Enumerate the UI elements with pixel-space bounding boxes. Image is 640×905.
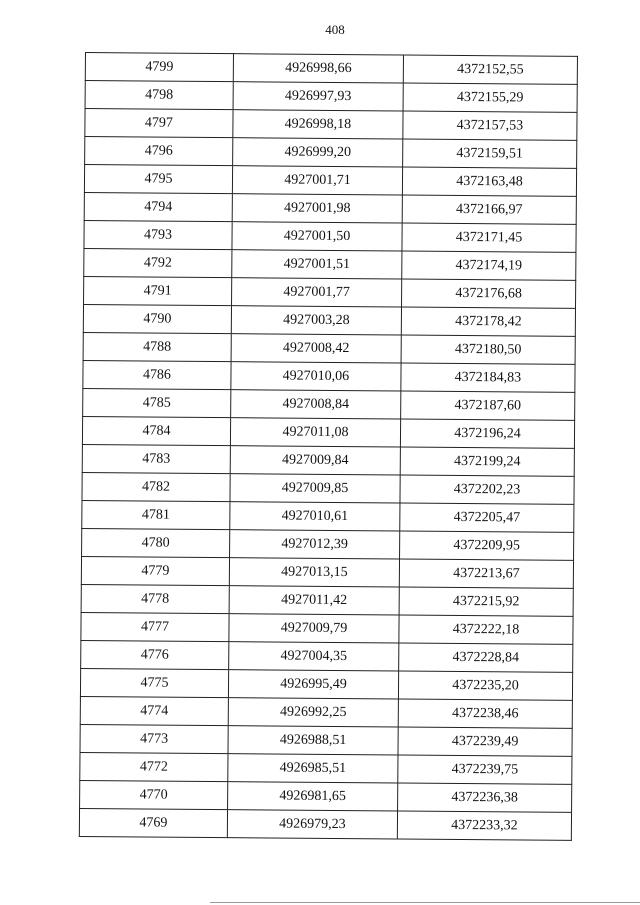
x-coordinate-cell: 4927011,42: [229, 586, 399, 615]
table-row: [83, 360, 575, 392]
point-number-cell: 4782: [82, 472, 230, 501]
y-coordinate-cell: 4372187,60: [401, 391, 575, 420]
x-coordinate-cell: 4927011,08: [230, 418, 400, 447]
x-coordinate-cell: 4926998,18: [233, 110, 403, 139]
table-row: [85, 109, 577, 141]
point-number-cell: 4794: [84, 192, 232, 221]
y-coordinate-cell: 4372236,38: [398, 783, 572, 812]
point-number-cell: 4798: [85, 81, 233, 110]
point-number-cell: 4769: [79, 808, 227, 837]
x-coordinate-cell: 4926988,51: [228, 726, 398, 755]
point-number-cell: 4793: [84, 220, 232, 249]
table-row: [79, 808, 571, 840]
point-number-cell: 4786: [83, 360, 231, 389]
table-row: [81, 584, 573, 616]
point-number-cell: 4770: [80, 780, 228, 809]
y-coordinate-cell: 4372222,18: [399, 615, 573, 644]
y-coordinate-cell: 4372171,45: [402, 223, 576, 252]
y-coordinate-cell: 4372180,50: [401, 335, 575, 364]
x-coordinate-cell: 4927009,79: [229, 614, 399, 643]
coordinates-table: [79, 52, 578, 841]
table-row: [82, 528, 574, 560]
point-number-cell: 4777: [81, 612, 229, 641]
y-coordinate-cell: 4372176,68: [402, 279, 576, 308]
table-row: [80, 668, 572, 700]
table-row: [84, 220, 576, 252]
point-number-cell: 4785: [83, 388, 231, 417]
table-row: [82, 444, 574, 476]
y-coordinate-cell: 4372235,20: [398, 671, 572, 700]
y-coordinate-cell: 4372239,49: [398, 727, 572, 756]
x-coordinate-cell: 4927010,61: [230, 502, 400, 531]
table-row: [83, 332, 575, 364]
x-coordinate-cell: 4926997,93: [233, 82, 403, 111]
table-row: [84, 192, 576, 224]
point-number-cell: 4781: [82, 500, 230, 529]
table-row: [80, 780, 572, 812]
point-number-cell: 4788: [83, 332, 231, 361]
x-coordinate-cell: 4926981,65: [228, 782, 398, 811]
x-coordinate-cell: 4927004,35: [229, 642, 399, 671]
table-row: [83, 388, 575, 420]
table-row: [84, 248, 576, 280]
table-row: [80, 696, 572, 728]
y-coordinate-cell: 4372157,53: [403, 111, 577, 140]
y-coordinate-cell: 4372196,24: [400, 419, 574, 448]
point-number-cell: 4774: [80, 696, 228, 725]
x-coordinate-cell: 4926992,25: [228, 698, 398, 727]
point-number-cell: 4784: [82, 416, 230, 445]
x-coordinate-cell: 4926998,66: [233, 54, 403, 83]
y-coordinate-cell: 4372178,42: [401, 307, 575, 336]
y-coordinate-cell: 4372202,23: [400, 475, 574, 504]
x-coordinate-cell: 4927012,39: [230, 530, 400, 559]
point-number-cell: 4780: [82, 528, 230, 557]
y-coordinate-cell: 4372166,97: [402, 195, 576, 224]
table-row: [82, 500, 574, 532]
table-row: [83, 304, 575, 336]
y-coordinate-cell: 4372159,51: [403, 139, 577, 168]
x-coordinate-cell: 4926999,20: [233, 138, 403, 167]
point-number-cell: 4778: [81, 584, 229, 613]
table-row: [81, 556, 573, 588]
table-row: [80, 752, 572, 784]
point-number-cell: 4790: [83, 304, 231, 333]
y-coordinate-cell: 4372152,55: [403, 55, 577, 84]
x-coordinate-cell: 4927008,84: [231, 390, 401, 419]
x-coordinate-cell: 4927013,15: [229, 558, 399, 587]
x-coordinate-cell: 4927001,77: [232, 278, 402, 307]
table-row: [82, 472, 574, 504]
y-coordinate-cell: 4372233,32: [397, 811, 571, 840]
table-row: [85, 137, 577, 169]
y-coordinate-cell: 4372215,92: [399, 587, 573, 616]
y-coordinate-cell: 4372155,29: [403, 83, 577, 112]
x-coordinate-cell: 4926985,51: [228, 754, 398, 783]
y-coordinate-cell: 4372239,75: [398, 755, 572, 784]
x-coordinate-cell: 4926995,49: [228, 670, 398, 699]
y-coordinate-cell: 4372238,46: [398, 699, 572, 728]
table-row: [82, 416, 574, 448]
x-coordinate-cell: 4927001,51: [232, 250, 402, 279]
x-coordinate-cell: 4927009,84: [230, 446, 400, 475]
y-coordinate-cell: 4372163,48: [402, 167, 576, 196]
point-number-cell: 4773: [80, 724, 228, 753]
table-row: [85, 81, 577, 113]
point-number-cell: 4776: [81, 640, 229, 669]
x-coordinate-cell: 4927001,98: [232, 194, 402, 223]
table-row: [81, 612, 573, 644]
point-number-cell: 4772: [80, 752, 228, 781]
y-coordinate-cell: 4372174,19: [402, 251, 576, 280]
x-coordinate-cell: 4927001,71: [232, 166, 402, 195]
point-number-cell: 4795: [84, 165, 232, 194]
point-number-cell: 4775: [80, 668, 228, 697]
y-coordinate-cell: 4372205,47: [400, 503, 574, 532]
table-row: [85, 53, 577, 85]
y-coordinate-cell: 4372209,95: [400, 531, 574, 560]
point-number-cell: 4791: [84, 276, 232, 305]
page-number: 408: [325, 22, 345, 37]
x-coordinate-cell: 4927010,06: [231, 362, 401, 391]
y-coordinate-cell: 4372184,83: [401, 363, 575, 392]
point-number-cell: 4799: [85, 53, 233, 82]
point-number-cell: 4783: [82, 444, 230, 473]
table-row: [84, 276, 576, 308]
y-coordinate-cell: 4372199,24: [400, 447, 574, 476]
point-number-cell: 4792: [84, 248, 232, 277]
coordinates-table-body: [79, 53, 577, 841]
x-coordinate-cell: 4927003,28: [231, 306, 401, 335]
table-row: [84, 165, 576, 197]
point-number-cell: 4796: [85, 137, 233, 166]
page-bottom-edge: [210, 902, 640, 903]
table-row: [81, 640, 573, 672]
point-number-cell: 4797: [85, 109, 233, 138]
table-row: [80, 724, 572, 756]
x-coordinate-cell: 4927009,85: [230, 474, 400, 503]
y-coordinate-cell: 4372213,67: [399, 559, 573, 588]
x-coordinate-cell: 4927001,50: [232, 222, 402, 251]
y-coordinate-cell: 4372228,84: [399, 643, 573, 672]
x-coordinate-cell: 4927008,42: [231, 334, 401, 363]
x-coordinate-cell: 4926979,23: [227, 810, 397, 839]
point-number-cell: 4779: [81, 556, 229, 585]
